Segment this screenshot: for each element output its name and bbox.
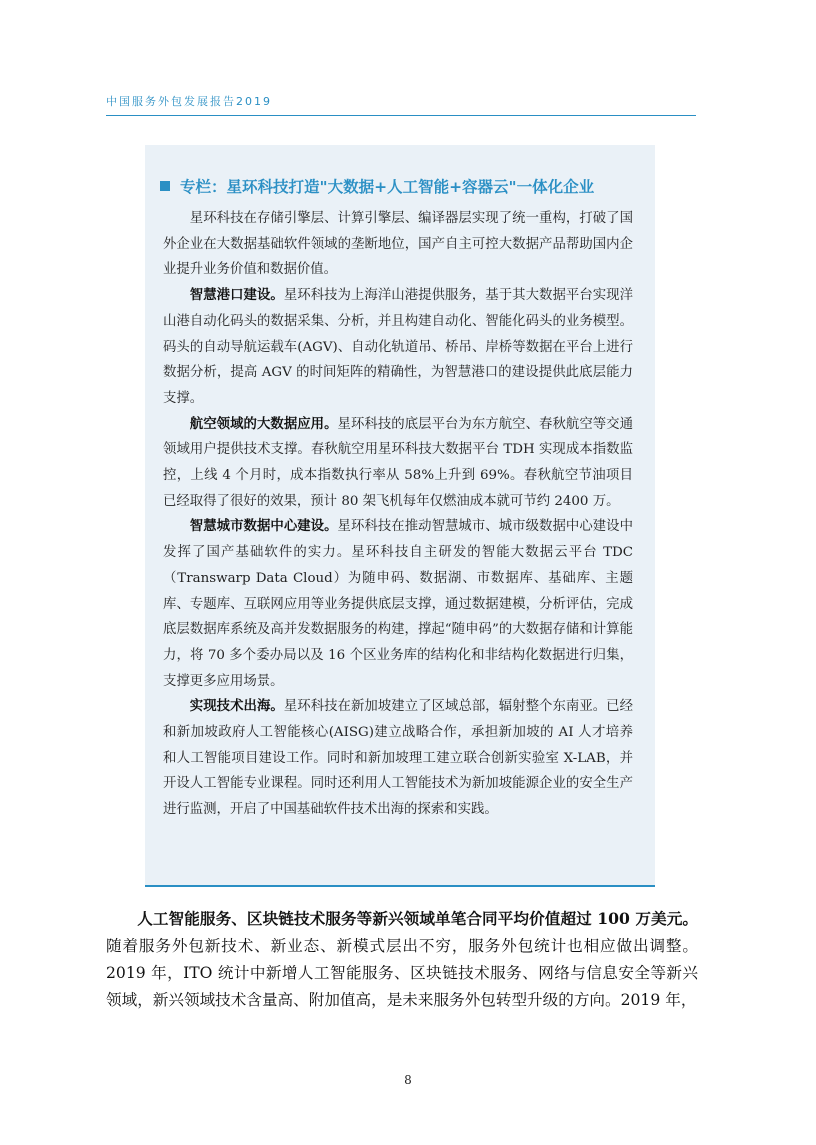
- box-title: [160, 175, 594, 197]
- section-text: 星环科技在新加坡建立了区域总部，辐射整个东南亚。已经和新加坡政府人工智能核心(AISG)建立战略合作，承担新加坡的 AI 人才培养和人工智能项目建设工作。同时和新加坡理工建立联合创新实验室 X-LAB，并开设人工智能专业课程。同时还利用人工智能技术为新加坡能源企业的安全生产进行监测，开启了中国基础软件技术出海的探索和实践。: [163, 699, 634, 818]
- section-text: 星环科技的底层平台为东方航空、春秋航空等交通领域用户提供技术支撑。春秋航空用星环科技大数据平台 TDH 实现成本指数监控，上线 4 个月时，成本指数执行率从 58%上升到 69%。春秋航空节油项目已经取得了很好的效果，预计 80 架飞机每年仅燃油成本就可节约 2400 万。: [163, 416, 634, 509]
- box-section-port: [163, 283, 633, 412]
- running-header: 中国服务外包发展报告2019: [106, 95, 272, 108]
- section-text: 星环科技在推动智慧城市、城市级数据中心建设中发挥了国产基础软件的实力。星环科技自主研发的智能大数据云平台 TDC（Transwarp Data Cloud）为随申码、数据湖、市数据库、基础库、主题库、专题库、互联网应用等业务提供底层支撑，通过数据建模，分析评估，完成底层数据库系统及高并发数据服务的构建，撑起“随申码”的大数据存储和计算能力，将 70 多个委办局以及 16 个区业务库的结构化和非结构化数据进行归集，支撑更多应用场景。: [163, 519, 634, 689]
- main-paragraph: [106, 905, 698, 1014]
- main-paragraph-body: [106, 905, 698, 1014]
- square-bullet-icon: [160, 181, 170, 191]
- section-text: 星环科技为上海洋山港提供服务，基于其大数据平台实现洋山港自动化码头的数据采集、分析，并且构建自动化、智能化码头的业务模型。码头的自动导航运载车(AGV)、自动化轨道吊、桥吊、岸桥等数据在平台上进行数据分析，提高 AGV 的时间矩阵的精确性，为智慧港口的建设提供此底层能力支撑。: [163, 288, 634, 406]
- box-body: [163, 206, 633, 823]
- box-intro: 星环科技在存储引擎层、计算引擎层、编译器层实现了统一重构，打破了国外企业在大数据基础软件领域的垄断地位，国产自主可控大数据产品帮助国内企业提升业务价值和数据价值。: [163, 211, 633, 278]
- box-section-smart-city: [163, 514, 633, 694]
- section-heading: 智慧城市数据中心建设。: [189, 518, 338, 535]
- section-heading: 航空领域的大数据应用。: [189, 415, 338, 432]
- main-text: 随着服务外包新技术、新业态、新模式层出不穷，服务外包统计也相应做出调整。2019 年，ITO 统计中新增人工智能服务、区块链技术服务、网络与信息安全等新兴领域，新兴领域技术含量高、附加值高，是未来服务外包转型升级的方向。2019 年，: [106, 937, 698, 1009]
- section-heading: 智慧港口建设。: [189, 287, 284, 304]
- box-title-text: 专栏：星环科技打造"大数据+人工智能+容器云"一体化企业: [180, 178, 595, 196]
- page-number: 8: [404, 1073, 412, 1087]
- box-section-aviation: [163, 412, 633, 515]
- section-heading: 实现技术出海。: [189, 698, 284, 715]
- box-section-overseas: [163, 694, 633, 823]
- header-rule: [106, 115, 696, 116]
- main-heading: 人工智能服务、区块链技术服务等新兴领域单笔合同平均价值超过 100 万美元。: [137, 909, 698, 928]
